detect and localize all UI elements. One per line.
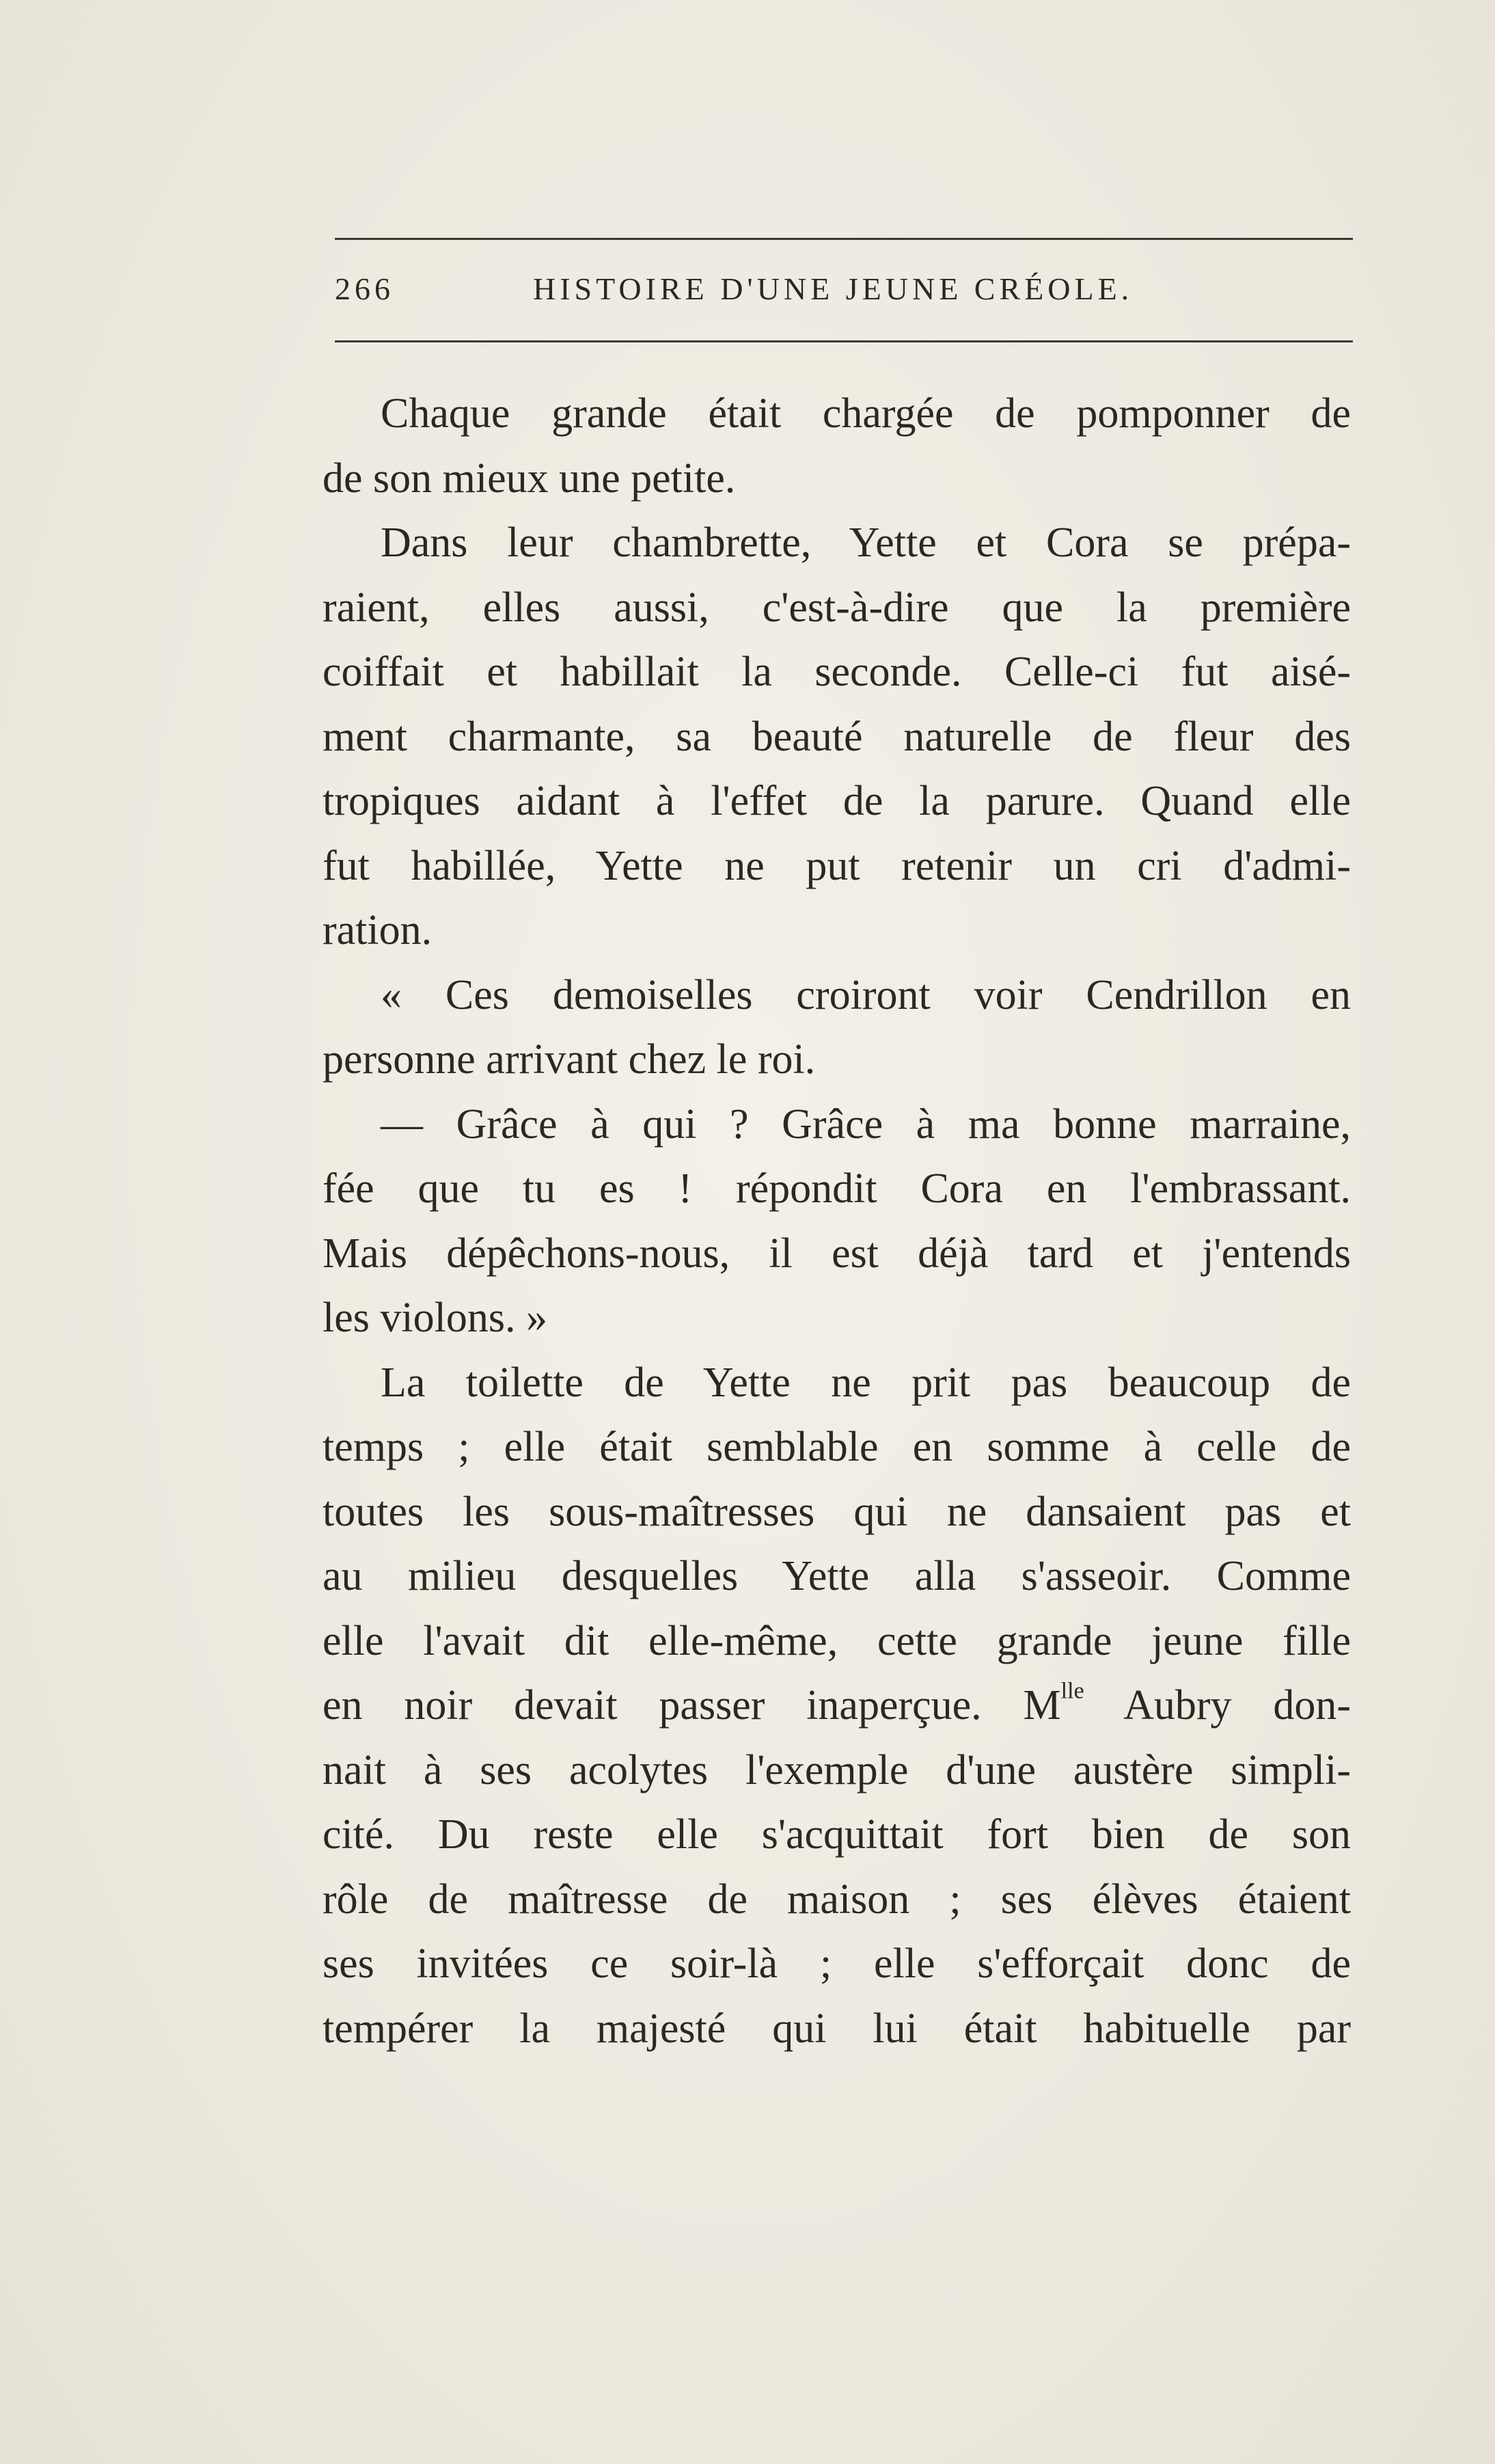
title-abbreviation — [1023, 1678, 1084, 1729]
text-line: La toilette de Yette ne prit pas beaucoup de — [381, 1359, 1351, 1406]
text-line: ration. — [323, 907, 433, 953]
text-line: ses invitées ce soir-là ; elle s'efforçait donc de — [323, 1940, 1351, 1987]
text-line: coiffait et habillait la seconde. Celle-ci fut aisé- — [323, 649, 1351, 695]
text-line: au milieu desquelles Yette alla s'asseoir. Comme — [323, 1553, 1351, 1599]
header-top-rule — [335, 238, 1353, 240]
text-line: toutes les sous-maîtresses qui ne dansaient pas et — [323, 1488, 1351, 1535]
text-line: nait à ses acolytes l'exemple d'une austère simpli- — [323, 1746, 1351, 1793]
running-title: HISTOIRE D'UNE JEUNE CRÉOLE. — [533, 271, 1134, 306]
text-line-with-title — [323, 1673, 1351, 1738]
text-line: Mais dépêchons-nous, il est déjà tard et j'entends — [323, 1230, 1351, 1277]
text-line: Chaque grande était chargée de pomponner de — [381, 390, 1351, 437]
text-line: raient, elles aussi, c'est-à-dire que la première — [323, 584, 1351, 631]
running-header — [335, 271, 1353, 312]
text-line: Dans leur chambrette, Yette et Cora se prépa- — [381, 519, 1351, 566]
text-line: les violons. » — [323, 1295, 547, 1341]
text-segment: Aubry don- — [1123, 1682, 1352, 1729]
text-line: de son mieux une petite. — [323, 455, 736, 502]
page-number: 266 — [335, 271, 394, 306]
abbr-superscript: lle — [1060, 1678, 1084, 1704]
text-line: temps ; elle était semblable en somme à celle de — [323, 1424, 1351, 1470]
text-line: — Grâce à qui ? Grâce à ma bonne marraine, — [381, 1100, 1351, 1148]
text-line: elle l'avait dit elle-même, cette grande jeune fille — [323, 1617, 1351, 1664]
body-text — [323, 381, 1351, 2061]
text-line: ment charmante, sa beauté naturelle de fleur des — [323, 713, 1351, 760]
text-line: tropiques aidant à l'effet de la parure. Quand elle — [323, 778, 1351, 824]
header-bottom-rule — [335, 340, 1353, 342]
text-line: cité. Du reste elle s'acquittait fort bien de son — [323, 1811, 1351, 1858]
text-line: fée que tu es ! répondit Cora en l'embrassant. — [323, 1165, 1351, 1212]
text-line: fut habillée, Yette ne put retenir un cri d'admi- — [323, 842, 1351, 889]
text-line: tempérer la majesté qui lui était habituelle par — [323, 2005, 1351, 2052]
text-segment: en noir devait passer inaperçue. — [323, 1682, 982, 1729]
text-line: rôle de maîtresse de maison ; ses élèves étaient — [323, 1876, 1351, 1923]
text-line: personne arrivant chez le roi. — [323, 1036, 816, 1083]
abbr-letter: M — [1023, 1682, 1061, 1729]
text-line: « Ces demoiselles croiront voir Cendrillon en — [381, 971, 1351, 1018]
